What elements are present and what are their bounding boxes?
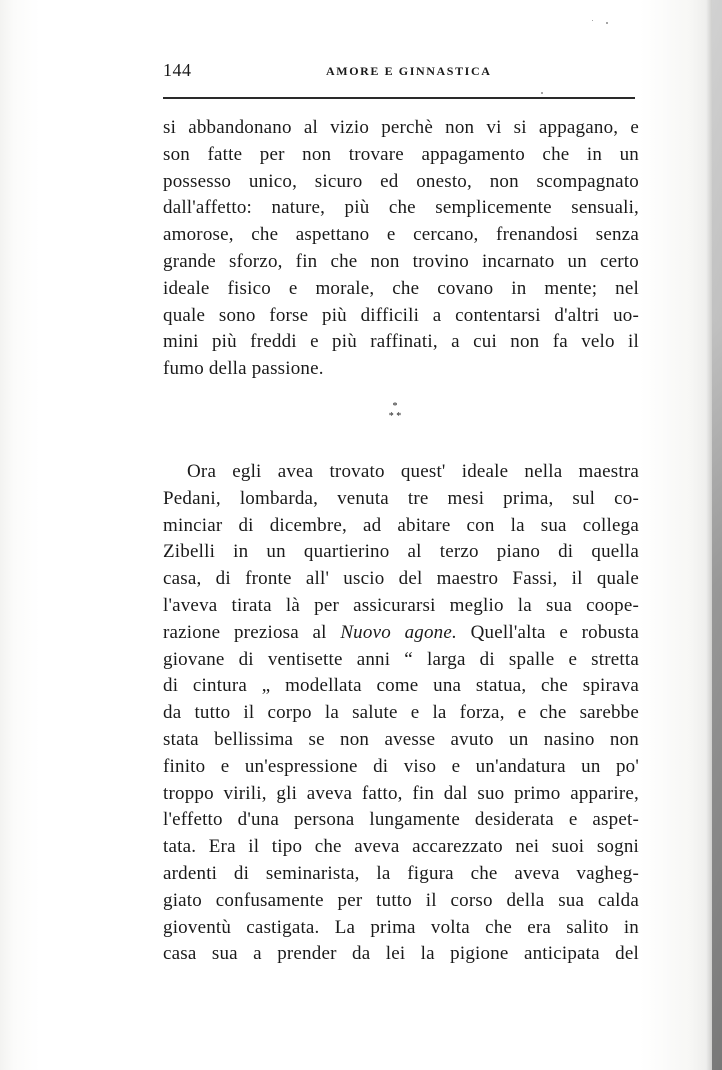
text-line: casa sua a prender da lei la pigione anticipata del	[163, 943, 639, 965]
asterism-top-star: *	[392, 401, 398, 412]
text-line: son fatte per non trovare appagamento che in un	[163, 143, 639, 165]
page-header	[163, 58, 635, 84]
header-rule	[163, 97, 635, 99]
text-line: da tutto il corpo la salute e la forza, e che sarebbe	[163, 702, 639, 724]
text-line: finito e un'espressione di viso e un'andatura un po'	[163, 755, 639, 777]
text-line: Pedani, lombarda, venuta tre mesi prima, sul co-	[163, 487, 639, 509]
text-line: ardenti di seminarista, la figura che aveva vagheg-	[163, 862, 639, 884]
journal-title: Nuovo agone.	[340, 621, 457, 643]
text-line: l'effetto d'una persona lungamente desiderata e aspet-	[163, 809, 639, 831]
text-line: grande sforzo, fin che non trovino incarnato un certo	[163, 250, 639, 272]
text-line: tata. Era il tipo che aveva accarezzato nei suoi sogni	[163, 836, 639, 858]
paragraph-1	[163, 115, 639, 383]
paragraph-2	[163, 459, 639, 968]
text-line: l'aveva tirata là per assicurarsi meglio la sua coope-	[163, 594, 639, 616]
page-edge-shadow	[712, 0, 722, 1070]
text-line-with-title	[163, 620, 639, 647]
section-break-asterism	[383, 402, 407, 428]
paper-speck	[541, 92, 543, 94]
text-line: mini più freddi e più raffinati, a cui non fa velo il	[163, 331, 639, 353]
text-line: Zibelli in un quartierino al terzo piano di quella	[163, 541, 639, 563]
page-number: 144	[163, 60, 192, 80]
text-line: quale sono forse più difficili a contentarsi d'altri uo-	[163, 304, 639, 326]
text-line: di cintura „ modellata come una statua, che spirava	[163, 675, 639, 697]
text-line: giovane di ventisette anni “ larga di spalle e stretta	[163, 648, 639, 670]
text-line: stata bellissima se non avesse avuto un nasino non	[163, 728, 639, 750]
text-segment: Quell'alta e robusta	[456, 621, 639, 643]
text-line: troppo virili, gli aveva fatto, fin dal suo primo apparire,	[163, 782, 639, 804]
text-line: ideale fisico e morale, che covano in mente; nel	[163, 277, 639, 299]
text-line: giato confusamente per tutto il corso della sua calda	[163, 889, 639, 911]
text-line: dall'affetto: nature, più che semplicemente sensuali,	[163, 197, 639, 219]
asterism-bottom-stars: * *	[388, 411, 402, 422]
text-line: Ora egli avea trovato quest' ideale nella maestra	[187, 461, 639, 482]
text-line: casa, di fronte all' uscio del maestro Fassi, il quale	[163, 568, 639, 590]
text-segment: razione preziosa al	[163, 621, 341, 643]
text-line: amorose, che aspettano e cercano, frenandosi senza	[163, 224, 639, 246]
text-line: si abbandonano al vizio perchè non vi si appagano, e	[163, 117, 639, 138]
paper-speck	[606, 22, 608, 24]
text-line: fumo della passione.	[163, 358, 324, 380]
running-title: AMORE E GINNASTICA	[326, 64, 492, 78]
text-line: minciar di dicembre, ad abitare con la sua collega	[163, 514, 639, 536]
paper-speck	[592, 20, 593, 21]
text-line: possesso unico, sicuro ed onesto, non scompagnato	[163, 170, 639, 192]
text-line: gioventù castigata. La prima volta che era salito in	[163, 916, 639, 938]
